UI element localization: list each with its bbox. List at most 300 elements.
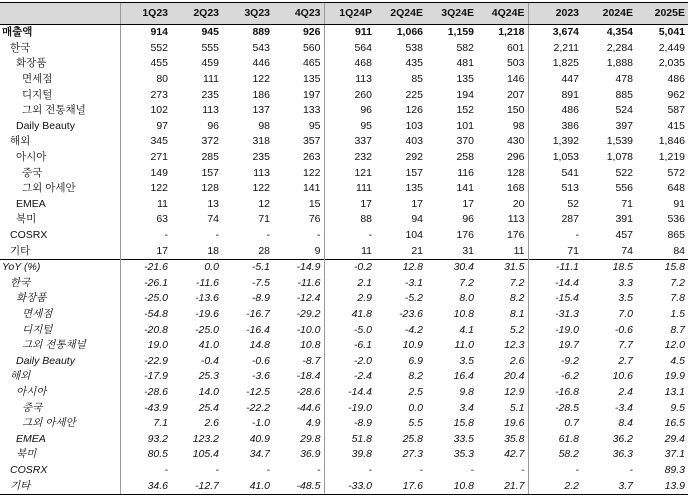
value-cell: 61.8 (528, 431, 582, 447)
value-cell: 141 (456, 182, 474, 195)
row-label: 기타 (10, 244, 31, 257)
value-cell: 258 (456, 151, 474, 164)
value-cell: 121 (324, 165, 375, 181)
value-cell: 4.1 (459, 323, 474, 336)
value-cell: 12 (258, 197, 270, 210)
value-cell: 111 (324, 181, 375, 197)
value-cell: - (120, 228, 171, 244)
value-cell: 430 (506, 135, 525, 148)
value-cell: 0.0 (408, 401, 423, 414)
value-cell: 415 (667, 119, 685, 132)
value-cell: - (266, 229, 270, 242)
row-label: 화장품 (16, 57, 47, 70)
yoy-row (0, 276, 688, 292)
value-cell: -14.9 (273, 259, 324, 275)
value-cell: 30.4 (426, 259, 477, 275)
value-cell: 42.7 (504, 448, 525, 461)
value-cell: 103 (405, 119, 423, 132)
value-cell: 601 (506, 41, 525, 54)
value-cell: 18.5 (582, 259, 636, 275)
value-cell: 2.6 (509, 354, 525, 367)
value-cell: 157 (405, 166, 423, 179)
value-cell: 20.4 (504, 370, 525, 383)
value-cell: 9 (314, 244, 321, 257)
row-label: 한국 (10, 276, 31, 289)
value-cell: -17.9 (120, 369, 171, 385)
value-cell: -16.8 (528, 385, 582, 401)
value-cell: 113 (324, 72, 375, 88)
yoy-row (0, 431, 688, 447)
revenue-row (0, 212, 688, 228)
revenue-row (0, 150, 688, 166)
value-cell: 2,449 (658, 41, 685, 54)
value-cell: 149 (120, 165, 171, 181)
value-cell: 481 (456, 57, 474, 70)
value-cell: -16.7 (246, 307, 270, 320)
value-cell: 52 (528, 197, 582, 213)
value-cell: 2,284 (606, 41, 633, 54)
value-cell: 28 (258, 244, 270, 257)
column-header: 2024E (582, 3, 636, 25)
value-cell: 865 (667, 229, 685, 242)
value-cell: -25.0 (120, 291, 171, 307)
revenue-row (0, 103, 688, 119)
row-label: COSRX (10, 463, 48, 476)
value-cell: - (629, 463, 633, 476)
value-cell: -3.6 (251, 370, 270, 383)
value-cell: 13.1 (664, 385, 685, 398)
value-cell: 80.5 (120, 447, 171, 463)
value-cell: 0.0 (171, 259, 222, 275)
value-cell: 17.6 (375, 478, 426, 494)
value-cell: 96 (462, 213, 474, 226)
value-cell: 113 (202, 104, 219, 117)
row-label: 중국 (22, 401, 43, 414)
value-cell: 587 (667, 104, 685, 117)
value-cell: 1,219 (658, 151, 685, 164)
value-cell: -48.5 (273, 478, 324, 494)
value-cell: 11 (324, 243, 375, 259)
yoy-row (0, 416, 688, 432)
value-cell: 71 (528, 243, 582, 259)
row-label: 북미 (16, 213, 37, 226)
row-label: 디지털 (22, 88, 53, 101)
value-cell: 345 (120, 134, 171, 150)
value-cell: -14.4 (528, 276, 582, 292)
yoy-row (0, 322, 688, 338)
value-cell: 84 (673, 244, 685, 257)
value-cell: 98 (258, 119, 270, 132)
value-cell: 11 (513, 244, 525, 257)
value-cell: 12.8 (375, 259, 426, 275)
value-cell: 486 (528, 103, 582, 119)
yoy-row (0, 478, 688, 494)
value-cell: 36.3 (612, 448, 633, 461)
value-cell: 41.8 (324, 307, 375, 323)
value-cell: 20 (512, 197, 525, 210)
value-cell: 93.2 (120, 431, 171, 447)
value-cell: 391 (615, 213, 633, 226)
value-cell: 486 (667, 73, 685, 86)
value-cell: 15.8 (453, 417, 474, 430)
value-cell: -13.6 (195, 292, 219, 305)
value-cell: 885 (615, 88, 633, 101)
value-cell: -15.4 (528, 291, 582, 307)
yoy-row (0, 400, 688, 416)
value-cell: 51.8 (324, 431, 375, 447)
value-cell: 71 (621, 197, 633, 210)
value-cell: 3.5 (618, 292, 633, 305)
row-label: EMEA (16, 432, 46, 445)
value-cell: 96 (207, 119, 219, 132)
value-cell: 8.2 (408, 370, 423, 383)
value-cell: 522 (615, 166, 633, 179)
value-cell: 926 (302, 26, 321, 39)
value-cell: 1,066 (396, 26, 423, 39)
value-cell: 5,041 (658, 26, 685, 39)
value-cell: 10.9 (402, 339, 423, 352)
value-cell: 74 (207, 213, 219, 226)
value-cell: -12.4 (296, 292, 321, 305)
value-cell: -11.6 (195, 276, 219, 289)
value-cell: 122 (120, 181, 171, 197)
value-cell: 105.4 (192, 448, 219, 461)
value-cell: 19.7 (528, 338, 582, 354)
header-label-cell (0, 3, 120, 25)
value-cell: 271 (120, 150, 171, 166)
value-cell: 235 (201, 88, 219, 101)
row-label: 그외 전통채널 (22, 104, 86, 117)
value-cell: 94 (411, 213, 423, 226)
value-cell: 648 (667, 182, 685, 195)
value-cell: 37.1 (664, 448, 685, 461)
value-cell: 503 (506, 57, 525, 70)
value-cell: 9.8 (459, 385, 474, 398)
value-cell: 16.5 (664, 417, 685, 430)
row-label: 그외 전통채널 (22, 339, 86, 352)
value-cell: 25.8 (402, 432, 423, 445)
value-cell: 386 (528, 119, 582, 135)
value-cell: 2.2 (528, 478, 582, 494)
value-cell: 17 (324, 197, 375, 213)
row-label: 기타 (0, 478, 120, 494)
column-header: 2Q24E (375, 3, 426, 25)
value-cell: 2.1 (324, 276, 375, 292)
value-cell: 1,888 (606, 57, 633, 70)
value-cell: 446 (252, 57, 270, 70)
value-cell: 128 (506, 166, 525, 179)
value-cell: 2.6 (204, 417, 219, 430)
row-label: COSRX (10, 229, 48, 242)
value-cell: 5.1 (509, 401, 525, 414)
value-cell: 197 (302, 88, 321, 101)
value-cell: 292 (405, 151, 423, 164)
value-cell: - (470, 463, 474, 476)
value-cell: 19.6 (504, 417, 525, 430)
value-cell: 403 (405, 135, 423, 148)
value-cell: -23.6 (399, 307, 423, 320)
row-label: EMEA (16, 197, 46, 210)
value-cell: 12.9 (504, 385, 525, 398)
value-cell: 113 (253, 166, 270, 179)
value-cell: 914 (120, 25, 171, 41)
value-cell: 39.8 (324, 447, 375, 463)
row-label: 면세점 (22, 73, 53, 86)
value-cell: -19.6 (195, 307, 219, 320)
value-cell: 1,539 (606, 135, 633, 148)
value-cell: 18 (207, 244, 219, 257)
value-cell: -25.0 (195, 323, 219, 336)
value-cell: 555 (201, 41, 219, 54)
row-label: 매출액 (2, 26, 33, 39)
value-cell: 27.3 (402, 448, 423, 461)
value-cell: 337 (324, 134, 375, 150)
value-cell: 91 (673, 197, 685, 210)
value-cell: -4.2 (404, 323, 423, 336)
value-cell: 71 (258, 213, 270, 226)
value-cell: 273 (120, 87, 171, 103)
row-label: 면세점 (22, 307, 53, 320)
value-cell: 891 (528, 87, 582, 103)
value-cell: 370 (456, 135, 474, 148)
value-cell: -43.9 (120, 400, 171, 416)
value-cell: 468 (324, 56, 375, 72)
value-cell: 10.6 (612, 370, 633, 383)
value-cell: -16.4 (246, 323, 270, 336)
value-cell: -28.6 (120, 385, 171, 401)
value-cell: 478 (615, 73, 633, 86)
revenue-row (0, 56, 688, 72)
value-cell: 1,846 (658, 135, 685, 148)
revenue-row (0, 25, 688, 41)
value-cell: -12.7 (171, 478, 222, 494)
value-cell: 4,354 (606, 26, 633, 39)
value-cell: 260 (324, 87, 375, 103)
value-cell: 15 (308, 197, 321, 210)
value-cell: -29.2 (296, 307, 321, 320)
value-cell: - (317, 463, 321, 476)
value-cell: -6.1 (324, 338, 375, 354)
value-cell: - (317, 229, 321, 242)
yoy-row (0, 385, 688, 401)
value-cell: 7.2 (459, 276, 474, 289)
value-cell: -3.4 (614, 401, 633, 414)
column-header: 3Q23 (222, 3, 273, 25)
value-cell: 4.5 (670, 354, 685, 367)
value-cell: 14.8 (249, 339, 270, 352)
value-cell: -0.6 (251, 354, 270, 367)
value-cell: 19.9 (664, 370, 685, 383)
value-cell: 157 (201, 166, 219, 179)
value-cell: - (528, 463, 582, 479)
value-cell: 455 (120, 56, 171, 72)
value-cell: -2.0 (324, 353, 375, 369)
value-cell: 116 (457, 166, 474, 179)
value-cell: 89.3 (664, 463, 685, 476)
value-cell: 35.8 (504, 432, 525, 445)
value-cell: 63 (120, 212, 171, 228)
value-cell: 8.1 (509, 307, 525, 320)
value-cell: 194 (456, 88, 474, 101)
value-cell: 3.3 (618, 276, 633, 289)
value-cell: 287 (528, 212, 582, 228)
row-label: Daily Beauty (16, 119, 75, 132)
column-header: 2Q23 (171, 3, 222, 25)
value-cell: 88 (324, 212, 375, 228)
value-cell: -31.3 (528, 307, 582, 323)
value-cell: -28.6 (296, 385, 321, 398)
value-cell: 225 (405, 88, 423, 101)
value-cell: 3.4 (459, 401, 474, 414)
value-cell: 97 (120, 119, 171, 135)
value-cell: 111 (203, 73, 219, 86)
value-cell: -3.1 (404, 276, 423, 289)
value-cell: 98 (512, 119, 525, 132)
value-cell: -22.2 (246, 401, 270, 414)
value-cell: 76 (308, 213, 321, 226)
value-cell: 2.7 (618, 354, 633, 367)
value-cell: 17 (462, 197, 474, 210)
value-cell: 33.5 (453, 432, 474, 445)
value-cell: 13.9 (636, 478, 688, 494)
value-cell: 6.9 (408, 354, 423, 367)
row-label: YoY (%) (0, 259, 120, 275)
yoy-row (0, 353, 688, 369)
yoy-row (0, 369, 688, 385)
value-cell: 296 (506, 151, 525, 164)
column-header: 4Q24E (477, 3, 528, 25)
value-cell: 150 (506, 104, 525, 117)
value-cell: 2,211 (528, 41, 582, 57)
value-cell: 263 (302, 151, 321, 164)
value-cell: 168 (506, 182, 525, 195)
value-cell: 2,035 (658, 57, 685, 70)
value-cell: 85 (411, 73, 423, 86)
value-cell: 962 (667, 88, 685, 101)
value-cell: - (324, 463, 375, 479)
value-cell: -8.9 (324, 416, 375, 432)
value-cell: 9.5 (670, 401, 685, 414)
value-cell: 4.9 (305, 417, 321, 430)
value-cell: -54.8 (120, 307, 171, 323)
value-cell: 122 (252, 73, 270, 86)
table-body (0, 25, 688, 495)
value-cell: 1.5 (670, 307, 685, 320)
value-cell: 0.7 (528, 416, 582, 432)
value-cell: 29.4 (664, 432, 685, 445)
revenue-row (0, 119, 688, 135)
value-cell: 58.2 (528, 447, 582, 463)
value-cell: 8.2 (509, 292, 525, 305)
revenue-row (0, 87, 688, 103)
row-label: 그외 아세안 (22, 182, 76, 195)
value-cell: -0.6 (614, 323, 633, 336)
value-cell: 19.0 (120, 338, 171, 354)
value-cell: -26.1 (120, 276, 171, 292)
value-cell: 7.8 (670, 292, 685, 305)
column-header: 1Q23 (120, 3, 171, 25)
table-header (0, 3, 688, 25)
value-cell: -14.4 (324, 385, 375, 401)
value-cell: 10.8 (426, 478, 477, 494)
value-cell: -19.0 (324, 400, 375, 416)
value-cell: 2.4 (618, 385, 633, 398)
value-cell: -5.2 (404, 292, 423, 305)
value-cell: 15.8 (636, 259, 688, 275)
value-cell: 8.4 (618, 417, 633, 430)
value-cell: 318 (252, 135, 270, 148)
value-cell: 29.8 (300, 432, 321, 445)
yoy-row (0, 338, 688, 354)
value-cell: 34.6 (120, 478, 171, 494)
value-cell: - (266, 463, 270, 476)
value-cell: 96 (324, 103, 375, 119)
value-cell: - (215, 463, 219, 476)
value-cell: 2.5 (408, 385, 423, 398)
value-cell: 176 (456, 229, 474, 242)
value-cell: -2.4 (324, 369, 375, 385)
value-cell: 137 (252, 104, 270, 117)
header-row (0, 3, 688, 25)
value-cell: 41.0 (198, 339, 219, 352)
value-cell: 17 (411, 197, 423, 210)
revenue-row (0, 181, 688, 197)
value-cell: 11 (120, 197, 171, 213)
value-cell: 911 (324, 25, 375, 41)
row-label: 디지털 (22, 323, 53, 336)
value-cell: 543 (252, 41, 270, 54)
value-cell: 176 (506, 229, 525, 242)
value-cell: 1,392 (528, 134, 582, 150)
value-cell: 152 (456, 104, 474, 117)
value-cell: 564 (324, 41, 375, 57)
value-cell: 538 (405, 41, 423, 54)
revenue-table (0, 2, 688, 495)
value-cell: 17 (120, 243, 171, 259)
value-cell: -11.1 (528, 259, 582, 275)
value-cell: 13 (207, 197, 219, 210)
value-cell: -19.0 (528, 322, 582, 338)
value-cell: 8.0 (459, 292, 474, 305)
yoy-row (0, 291, 688, 307)
value-cell: - (528, 228, 582, 244)
value-cell: -44.6 (296, 401, 321, 414)
value-cell: 122 (302, 166, 321, 179)
value-cell: - (215, 229, 219, 242)
value-cell: 135 (302, 73, 321, 86)
value-cell: 122 (252, 182, 270, 195)
value-cell: 135 (405, 182, 423, 195)
value-cell: 31.5 (477, 259, 528, 275)
value-cell: 101 (456, 119, 474, 132)
value-cell: 35.3 (453, 448, 474, 461)
row-label: 아시아 (16, 151, 47, 164)
value-cell: 945 (201, 26, 219, 39)
value-cell: 95 (324, 119, 375, 135)
value-cell: 3,674 (528, 25, 582, 41)
value-cell: 36.2 (612, 432, 633, 445)
value-cell: - (120, 463, 171, 479)
value-cell: 582 (456, 41, 474, 54)
value-cell: -33.0 (324, 478, 375, 494)
yoy-row (0, 259, 688, 275)
revenue-row (0, 72, 688, 88)
value-cell: -5.0 (324, 322, 375, 338)
value-cell: 560 (302, 41, 321, 54)
value-cell: 74 (621, 244, 633, 257)
value-cell: -9.2 (528, 353, 582, 369)
column-header: 2023 (528, 3, 582, 25)
